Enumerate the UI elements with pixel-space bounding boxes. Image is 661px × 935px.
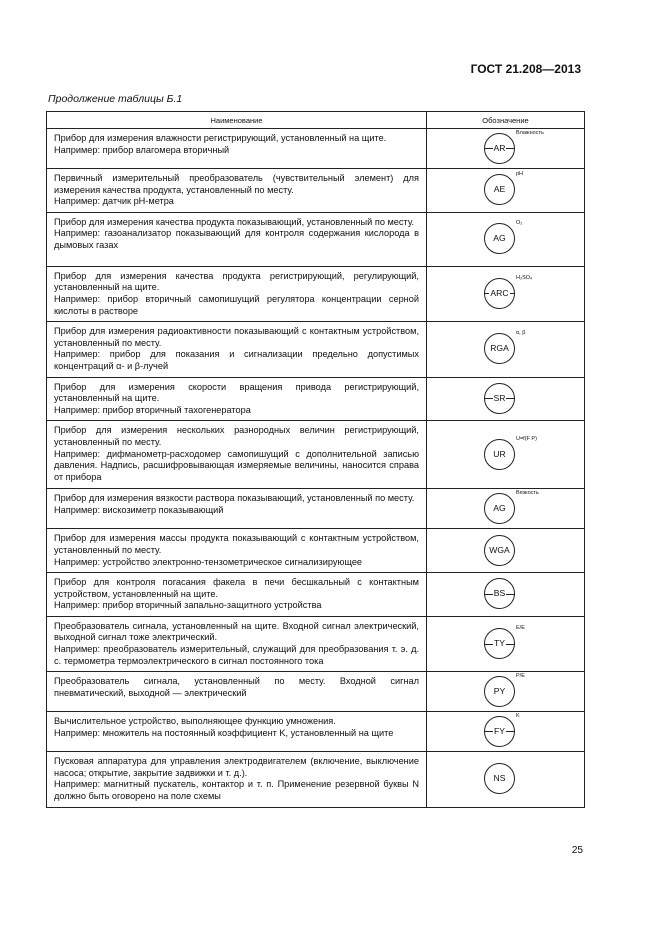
table-row [47, 529, 585, 573]
table-header-row [47, 112, 585, 129]
row-symbol [427, 573, 585, 617]
row-description [47, 672, 427, 712]
description-example: Например: газоанализатор показывающий для контроля содержания кислорода в дымовых газах [54, 228, 419, 250]
instrument-symbol [427, 213, 584, 266]
instrument-annotation: U=f(F P) [516, 435, 537, 442]
instrument-code [484, 686, 515, 697]
column-header-symbol: Обозначение [427, 112, 585, 129]
table-row [47, 489, 585, 529]
description-example: Например: прибор влагомера вторичный [54, 144, 230, 155]
instrument-annotation: K [516, 712, 520, 719]
table-row [47, 377, 585, 421]
instrument-code-text: RGA [490, 343, 509, 354]
description-main: Прибор для измерения качества продукта показывающий, установленный по месту. [54, 216, 415, 227]
row-description [47, 129, 427, 169]
description-main: Пусковая аппаратура для управления электродвигателем (включение, выключение насоса; открытие, закрытие задвижки и т. д.). [54, 756, 419, 778]
instrument-code [484, 773, 515, 784]
table-row [47, 712, 585, 752]
instrument-symbol [427, 753, 584, 806]
description-example: Например: прибор вторичный тахогенератора [54, 404, 251, 415]
instrument-annotation: Вязкость [516, 489, 539, 496]
instrument-symbol [427, 672, 584, 711]
row-symbol [427, 616, 585, 671]
instrument-code [484, 726, 515, 737]
description-example: Например: прибор вторичный самопишущий регулятора концентрации серной кислоты в растворе [54, 293, 419, 316]
description-example: Например: устройство электронно-тензометрическое сигнализирующее [54, 556, 363, 567]
instrument-code-text: TY [494, 638, 505, 649]
row-symbol [427, 712, 585, 752]
row-description [47, 266, 427, 321]
instrument-code [484, 638, 515, 649]
instrument-code [484, 449, 515, 460]
instrument-symbol [427, 323, 584, 376]
description-main: Прибор для измерения скорости вращения привода регистрирующий, установленный на щите. [54, 381, 419, 404]
instrument-symbol [427, 489, 584, 528]
instrument-symbol [427, 618, 584, 671]
instrument-code-text: NS [493, 773, 506, 784]
instrument-code-text: AE [493, 184, 506, 195]
row-description [47, 489, 427, 529]
instrument-annotation: P/E [516, 672, 525, 679]
instrument-annotation: H₂SO₄ [516, 274, 533, 281]
table-row [47, 129, 585, 169]
description-example: Например: магнитный пускатель, контактор и т. п. Применение резервной буквы N должно быть оговорено на поле схемы [54, 779, 419, 802]
instrument-code-text: PY [493, 685, 506, 696]
row-symbol [427, 752, 585, 807]
instrument-code [484, 184, 515, 195]
description-example: Например: дифманометр-расходомер самопишущий с дополнительной записью давления. Надпись, расшифровывающая измеряемые величины, наносится справа от прибора [54, 448, 419, 482]
column-header-name: Наименование [47, 112, 427, 129]
description-main: Преобразователь сигнала, установленный на щите. Входной сигнал электрический, выходной сигнал тоже электрический. [54, 620, 419, 643]
instrument-annotation: Влажность [516, 129, 544, 136]
row-description [47, 212, 427, 266]
instrument-code-text: WGA [489, 544, 510, 555]
row-symbol [427, 489, 585, 529]
row-description [47, 322, 427, 377]
page-number: 25 [571, 845, 583, 856]
table-row [47, 752, 585, 807]
instrument-symbol [427, 531, 584, 570]
description-main: Прибор для контроля погасания факела в печи бесшкальный с контактным устройством, установленный на щите. [54, 577, 419, 599]
row-symbol [427, 129, 585, 169]
instrument-annotation: E/E [516, 625, 525, 632]
instrument-code [484, 143, 515, 154]
row-symbol [427, 322, 585, 377]
description-example: Например: преобразователь измерительный, служащий для преобразования т. э. д. с. термометра термоэлектрического в сигнал постоянного тока [54, 644, 419, 666]
instrument-annotation: O₂ [516, 220, 523, 227]
row-description [47, 169, 427, 213]
description-main: Прибор для измерения радиоактивности показывающий с контактным устройством, установленный по месту. [54, 326, 419, 348]
instrument-symbol [427, 267, 584, 320]
row-symbol [427, 377, 585, 421]
description-main: Прибор для измерения качества продукта регистрирующий, регулирующий, установленный на щите. [54, 270, 419, 293]
instrument-code-text: BS [493, 588, 506, 599]
description-main: Прибор для измерения массы продукта показывающий с контактным устройством, установленный по месту. [54, 533, 419, 555]
instrument-symbol [427, 129, 584, 168]
row-symbol [427, 169, 585, 213]
table-caption: Продолжение таблицы Б.1 [48, 93, 183, 105]
instrument-code-text: AR [493, 142, 506, 153]
row-symbol [427, 266, 585, 321]
table-row [47, 212, 585, 266]
row-description [47, 529, 427, 573]
instrument-symbol [427, 712, 584, 751]
instrument-code [484, 393, 515, 404]
instrument-code [484, 233, 515, 244]
description-main: Прибор для измерения вязкости раствора показывающий, установленный по месту. [54, 493, 415, 504]
table-row [47, 322, 585, 377]
description-example: Например: множитель на постоянный коэффициент K, установленный на щите [54, 727, 394, 738]
table-row [47, 573, 585, 617]
description-example: Например: прибор для показания и сигнализации предельно допустимых концентраций α- и β-лучей [54, 349, 419, 371]
instrument-symbol [427, 421, 584, 488]
row-symbol [427, 212, 585, 266]
description-main: Вычислительное устройство, выполняющее функцию умножения. [54, 716, 336, 727]
description-example: Например: вискозиметр показывающий [54, 504, 224, 515]
description-main: Прибор для измерения нескольких разнородных величин регистрирующий, установленный по месту. [54, 425, 419, 447]
description-example: Например: прибор вторичный запально-защитного устройства [54, 600, 322, 611]
instrument-code [484, 588, 515, 599]
table-row [47, 616, 585, 671]
instrument-symbol [427, 379, 584, 418]
instrument-code [484, 545, 515, 556]
instrument-code-text: UR [493, 448, 506, 459]
instrument-code-text: ARC [490, 287, 509, 298]
table-row [47, 421, 585, 489]
description-main: Преобразователь сигнала, установленный по месту. Входной сигнал пневматический, выходной — электрический [54, 676, 419, 698]
instrument-symbol [427, 575, 584, 614]
instrument-code-text: FY [494, 725, 505, 736]
row-description [47, 752, 427, 807]
symbols-table [46, 111, 585, 808]
document-standard-number: ГОСТ 21.208—2013 [470, 62, 581, 76]
table-row [47, 266, 585, 321]
instrument-code [484, 343, 515, 354]
row-description [47, 573, 427, 617]
description-main: Первичный измерительный преобразователь (чувствительный элемент) для измерения качества продукта, установленный по месту. [54, 173, 419, 195]
table-row [47, 672, 585, 712]
row-description [47, 421, 427, 489]
instrument-annotation: pH [516, 171, 524, 178]
row-symbol [427, 672, 585, 712]
table-row [47, 169, 585, 213]
instrument-annotation: α, β [516, 330, 526, 337]
row-description [47, 616, 427, 671]
row-description [47, 712, 427, 752]
instrument-code [484, 288, 515, 299]
instrument-symbol [427, 171, 584, 210]
description-main: Прибор для измерения влажности регистрирующий, установленный на щите. [54, 133, 387, 143]
row-description [47, 377, 427, 421]
instrument-code-text: SR [493, 392, 506, 403]
description-example: Например: датчик pH-метра [54, 196, 174, 207]
row-symbol [427, 421, 585, 489]
instrument-code-text: AG [493, 233, 506, 244]
row-symbol [427, 529, 585, 573]
instrument-code [484, 503, 515, 514]
instrument-code-text: AG [493, 502, 506, 513]
